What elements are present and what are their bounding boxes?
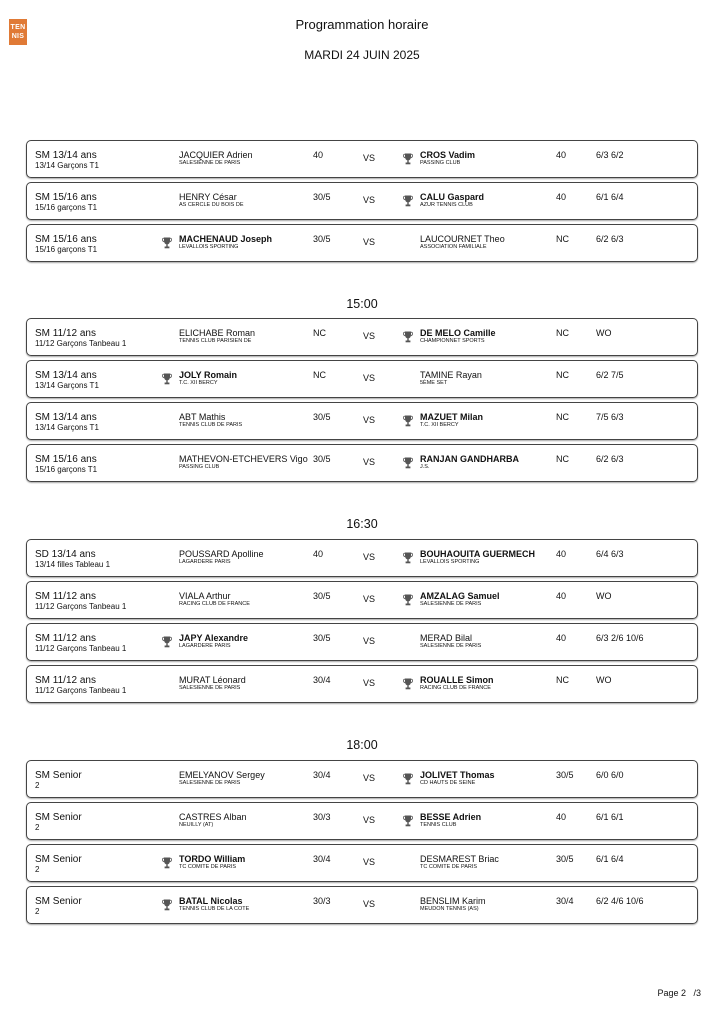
- player-name: JOLIVET Thomas: [420, 770, 495, 780]
- player-2: [420, 370, 482, 387]
- player-club: 5ÈME SET: [420, 380, 448, 386]
- player-rank: 40: [556, 192, 567, 202]
- category-label: SM 11/12 ans: [35, 633, 96, 644]
- player-name: ROUALLE Simon: [420, 675, 494, 685]
- player-name: MERAD Bilal: [420, 633, 473, 643]
- player-club: MEUDON TENNIS (AS): [420, 906, 479, 912]
- player-rank: 40: [556, 633, 567, 643]
- match-score: 6/2 4/6 10/6: [596, 896, 644, 906]
- vs-label: VS: [363, 373, 376, 383]
- vs-label: VS: [363, 153, 376, 163]
- player-name: MACHENAUD Joseph: [179, 234, 273, 244]
- subcategory-label: 15/16 garçons T1: [35, 203, 98, 212]
- category-label: SM Senior: [35, 896, 82, 907]
- match-score: 6/3 6/2: [596, 150, 624, 160]
- player-name: POUSSARD Apolline: [179, 549, 264, 559]
- player-2: [420, 192, 484, 209]
- subcategory-label: 11/12 Garçons Tanbeau 1: [35, 339, 127, 348]
- player-1: [179, 549, 264, 566]
- match-card: [26, 360, 698, 398]
- subcategory-label: 2: [35, 865, 40, 874]
- player-1: [179, 192, 244, 209]
- player-name: AMZALAG Samuel: [420, 591, 500, 601]
- player-club: LEVALLOIS SPORTING: [179, 244, 239, 250]
- page-total: /3: [693, 988, 701, 998]
- match-card: [26, 539, 698, 577]
- match-category: [35, 854, 82, 874]
- match-card: [26, 318, 698, 356]
- player-2: [420, 234, 505, 251]
- vs-label: VS: [363, 237, 376, 247]
- player-2: [420, 812, 481, 829]
- player-club: TENNIS CLUB: [420, 822, 457, 828]
- match-card: [26, 623, 698, 661]
- player-1: [179, 150, 253, 167]
- vs-label: VS: [363, 552, 376, 562]
- match-score: 6/2 7/5: [596, 370, 624, 380]
- player-club: SALESIENNE DE PARIS: [420, 643, 482, 649]
- player-rank: 30/3: [313, 812, 331, 822]
- match-score: 6/1 6/4: [596, 192, 624, 202]
- match-category: [35, 370, 99, 390]
- match-category: [35, 328, 126, 348]
- match-score: 7/5 6/3: [596, 412, 624, 422]
- player-club: CHAMPIONNET SPORTS: [420, 338, 485, 344]
- player-rank: 30/5: [313, 192, 331, 202]
- player-name: LAUCOURNET Theo: [420, 234, 505, 244]
- player-club: TENNIS CLUB DE LA COTE: [179, 906, 250, 912]
- trophy-icon: [162, 856, 172, 868]
- player-name: BESSE Adrien: [420, 812, 482, 822]
- player-1: [179, 812, 247, 829]
- match-card: [26, 665, 698, 703]
- match-card: [26, 402, 698, 440]
- subcategory-label: 13/14 Garçons T1: [35, 381, 99, 390]
- player-rank: 30/4: [313, 770, 331, 780]
- player-club: LAGARDERE PARIS: [179, 559, 231, 565]
- player-name: CASTRES Alban: [179, 812, 247, 822]
- vs-label: VS: [363, 415, 376, 425]
- vs-label: VS: [363, 195, 376, 205]
- player-2: [420, 454, 519, 471]
- player-name: JAPY Alexandre: [179, 633, 249, 643]
- player-1: [179, 854, 245, 871]
- category-label: SM 15/16 ans: [35, 454, 97, 465]
- vs-label: VS: [363, 457, 376, 467]
- player-rank: NC: [313, 328, 326, 338]
- player-club: PASSING CLUB: [179, 464, 220, 470]
- category-label: SM 15/16 ans: [35, 234, 97, 245]
- subcategory-label: 2: [35, 781, 40, 790]
- player-name: HENRY César: [179, 192, 237, 202]
- vs-label: VS: [363, 331, 376, 341]
- player-1: [179, 234, 272, 251]
- subcategory-label: 11/12 Garçons Tanbeau 1: [35, 644, 127, 653]
- player-name: CALU Gaspard: [420, 192, 485, 202]
- player-1: [179, 591, 250, 608]
- player-club: TENNIS CLUB PARISIEN DE: [179, 338, 252, 344]
- player-club: J.S.: [420, 464, 430, 470]
- trophy-icon: [403, 152, 413, 164]
- match-category: [35, 549, 110, 569]
- category-label: SM 13/14 ans: [35, 150, 97, 161]
- player-club: PASSING CLUB: [420, 160, 461, 166]
- match-category: [35, 412, 99, 432]
- player-name: DESMAREST Briac: [420, 854, 499, 864]
- subcategory-label: 13/14 Garçons T1: [35, 423, 99, 432]
- player-rank: 30/5: [556, 854, 574, 864]
- player-1: [179, 633, 248, 650]
- player-rank: NC: [556, 454, 569, 464]
- category-label: SM 13/14 ans: [35, 370, 97, 381]
- match-score: 6/4 6/3: [596, 549, 624, 559]
- vs-label: VS: [363, 773, 376, 783]
- player-2: [420, 150, 475, 167]
- player-club: SALESIENNE DE PARIS: [420, 601, 482, 607]
- player-club: TENNIS CLUB DE PARIS: [179, 422, 243, 428]
- player-rank: 30/4: [313, 854, 331, 864]
- trophy-icon: [403, 593, 413, 605]
- player-name: VIALA Arthur: [179, 591, 231, 601]
- player-club: LEVALLOIS SPORTING: [420, 559, 480, 565]
- player-club: CD HAUTS DE SEINE: [420, 780, 476, 786]
- match-score: 6/0 6/0: [596, 770, 624, 780]
- match-category: [35, 633, 126, 653]
- trophy-icon: [403, 677, 413, 689]
- player-rank: NC: [313, 370, 326, 380]
- player-name: BENSLIM Karim: [420, 896, 486, 906]
- player-name: ABT Mathis: [179, 412, 226, 422]
- vs-label: VS: [363, 857, 376, 867]
- category-label: SM 11/12 ans: [35, 328, 96, 339]
- subcategory-label: 15/16 garçons T1: [35, 465, 98, 474]
- player-club: RACING CLUB DE FRANCE: [179, 601, 250, 607]
- trophy-icon: [162, 236, 172, 248]
- page-title: Programmation horaire: [295, 17, 429, 32]
- category-label: SM Senior: [35, 770, 82, 781]
- player-name: BATAL Nicolas: [179, 896, 243, 906]
- match-score: 6/1 6/4: [596, 854, 624, 864]
- category-label: SD 13/14 ans: [35, 549, 96, 560]
- player-name: TORDO William: [179, 854, 246, 864]
- vs-label: VS: [363, 678, 376, 688]
- player-club: AZUR TENNIS CLUB: [420, 202, 473, 208]
- vs-label: VS: [363, 815, 376, 825]
- player-rank: 30/3: [313, 896, 331, 906]
- category-label: SM 11/12 ans: [35, 675, 96, 686]
- player-rank: 30/5: [313, 234, 331, 244]
- match-score: WO: [596, 591, 612, 601]
- player-club: AS CERCLE DU BOIS DE: [179, 202, 244, 208]
- trophy-icon: [403, 772, 413, 784]
- player-rank: NC: [556, 370, 569, 380]
- match-score: 6/3 2/6 10/6: [596, 633, 644, 643]
- player-1: [179, 412, 242, 429]
- subcategory-label: 13/14 filles Tableau 1: [35, 560, 111, 569]
- match-category: [35, 192, 97, 212]
- trophy-icon: [403, 456, 413, 468]
- subcategory-label: 15/16 garçons T1: [35, 245, 98, 254]
- vs-label: VS: [363, 899, 376, 909]
- subcategory-label: 2: [35, 823, 40, 832]
- match-card: [26, 140, 698, 178]
- player-club: ASSOCIATION FAMILIALE: [420, 244, 487, 250]
- player-club: T.C. XII BERCY: [420, 422, 459, 428]
- match-card: [26, 844, 698, 882]
- player-club: SALESIENNE DE PARIS: [179, 160, 241, 166]
- page-date: MARDI 24 JUIN 2025: [304, 48, 420, 62]
- logo-text-bottom: NIS: [11, 33, 25, 40]
- trophy-icon: [162, 635, 172, 647]
- player-name: DE MELO Camille: [420, 328, 496, 338]
- player-1: [179, 770, 265, 787]
- player-2: [420, 675, 494, 692]
- player-rank: 40: [313, 549, 324, 559]
- player-2: [420, 854, 499, 871]
- match-score: WO: [596, 675, 612, 685]
- match-category: [35, 675, 126, 695]
- player-2: [420, 896, 486, 913]
- page-label: Page 2: [657, 988, 686, 998]
- match-score: 6/1 6/1: [596, 812, 624, 822]
- time-slot-header: 18:00: [346, 738, 378, 752]
- player-1: [179, 896, 249, 913]
- player-rank: 30/5: [313, 454, 331, 464]
- player-rank: 30/5: [313, 633, 331, 643]
- player-2: [420, 770, 495, 787]
- match-card: [26, 182, 698, 220]
- time-slot-header: 16:30: [346, 517, 378, 531]
- trophy-icon: [403, 814, 413, 826]
- match-category: [35, 234, 97, 254]
- match-category: [35, 591, 126, 611]
- player-name: EMELYANOV Sergey: [179, 770, 265, 780]
- player-club: TC COMITE DE PARIS: [420, 864, 478, 870]
- match-category: [35, 812, 82, 832]
- player-2: [420, 549, 535, 566]
- player-name: JOLY Romain: [179, 370, 238, 380]
- match-score: 6/2 6/3: [596, 234, 624, 244]
- player-2: [420, 328, 496, 345]
- logo-text-top: TEN: [10, 24, 26, 31]
- match-category: [35, 770, 82, 790]
- match-card: [26, 581, 698, 619]
- category-label: SM 11/12 ans: [35, 591, 96, 602]
- match-category: [35, 454, 97, 474]
- player-club: NEUILLY (AT): [179, 822, 214, 828]
- player-rank: NC: [556, 675, 569, 685]
- category-label: SM Senior: [35, 854, 82, 865]
- player-rank: 40: [556, 812, 567, 822]
- player-club: T.C. XII BERCY: [179, 380, 218, 386]
- player-name: BOUHAOUITA GUERMECH: [420, 549, 535, 559]
- subcategory-label: 11/12 Garçons Tanbeau 1: [35, 602, 127, 611]
- player-name: JACQUIER Adrien: [179, 150, 253, 160]
- vs-label: VS: [363, 636, 376, 646]
- match-card: [26, 802, 698, 840]
- trophy-icon: [162, 372, 172, 384]
- vs-label: VS: [363, 594, 376, 604]
- player-club: RACING CLUB DE FRANCE: [420, 685, 491, 691]
- player-1: [179, 370, 237, 387]
- player-name: ELICHABE Roman: [179, 328, 256, 338]
- player-name: MURAT Léonard: [179, 675, 246, 685]
- player-rank: NC: [556, 234, 569, 244]
- player-rank: 30/4: [313, 675, 331, 685]
- match-category: [35, 896, 82, 916]
- player-club: LAGARDERE PARIS: [179, 643, 231, 649]
- match-category: [35, 150, 99, 170]
- player-name: CROS Vadim: [420, 150, 476, 160]
- match-card: [26, 886, 698, 924]
- player-name: MATHEVON-ETCHEVERS Vigo: [179, 454, 308, 464]
- player-rank: NC: [556, 328, 569, 338]
- player-name: RANJAN GANDHARBA: [420, 454, 519, 464]
- trophy-icon: [403, 551, 413, 563]
- player-rank: 30/5: [313, 412, 331, 422]
- player-1: [179, 675, 246, 692]
- subcategory-label: 11/12 Garçons Tanbeau 1: [35, 686, 127, 695]
- player-rank: NC: [556, 412, 569, 422]
- player-rank: 30/5: [556, 770, 574, 780]
- player-club: TC COMITE DE PARIS: [179, 864, 237, 870]
- category-label: SM Senior: [35, 812, 82, 823]
- subcategory-label: 2: [35, 907, 40, 916]
- player-name: TAMINE Rayan: [420, 370, 482, 380]
- player-rank: 40: [313, 150, 324, 160]
- player-2: [420, 412, 483, 429]
- category-label: SM 13/14 ans: [35, 412, 97, 423]
- match-card: [26, 760, 698, 798]
- player-1: [179, 328, 255, 345]
- time-slot-header: 15:00: [346, 297, 378, 311]
- category-label: SM 15/16 ans: [35, 192, 97, 203]
- match-score: WO: [596, 328, 612, 338]
- player-club: SALESIENNE DE PARIS: [179, 685, 241, 691]
- trophy-icon: [403, 194, 413, 206]
- player-2: [420, 591, 500, 608]
- trophy-icon: [403, 330, 413, 342]
- player-rank: 40: [556, 549, 567, 559]
- subcategory-label: 13/14 Garçons T1: [35, 161, 99, 170]
- trophy-icon: [403, 414, 413, 426]
- match-card: [26, 444, 698, 482]
- player-rank: 30/5: [313, 591, 331, 601]
- player-rank: 30/4: [556, 896, 574, 906]
- player-1: [179, 454, 308, 471]
- player-2: [420, 633, 481, 650]
- player-club: SALESIENNE DE PARIS: [179, 780, 241, 786]
- player-name: MAZUET Milan: [420, 412, 483, 422]
- page-number: [657, 988, 701, 998]
- match-score: 6/2 6/3: [596, 454, 624, 464]
- player-rank: 40: [556, 150, 567, 160]
- match-card: [26, 224, 698, 262]
- player-rank: 40: [556, 591, 567, 601]
- trophy-icon: [162, 898, 172, 910]
